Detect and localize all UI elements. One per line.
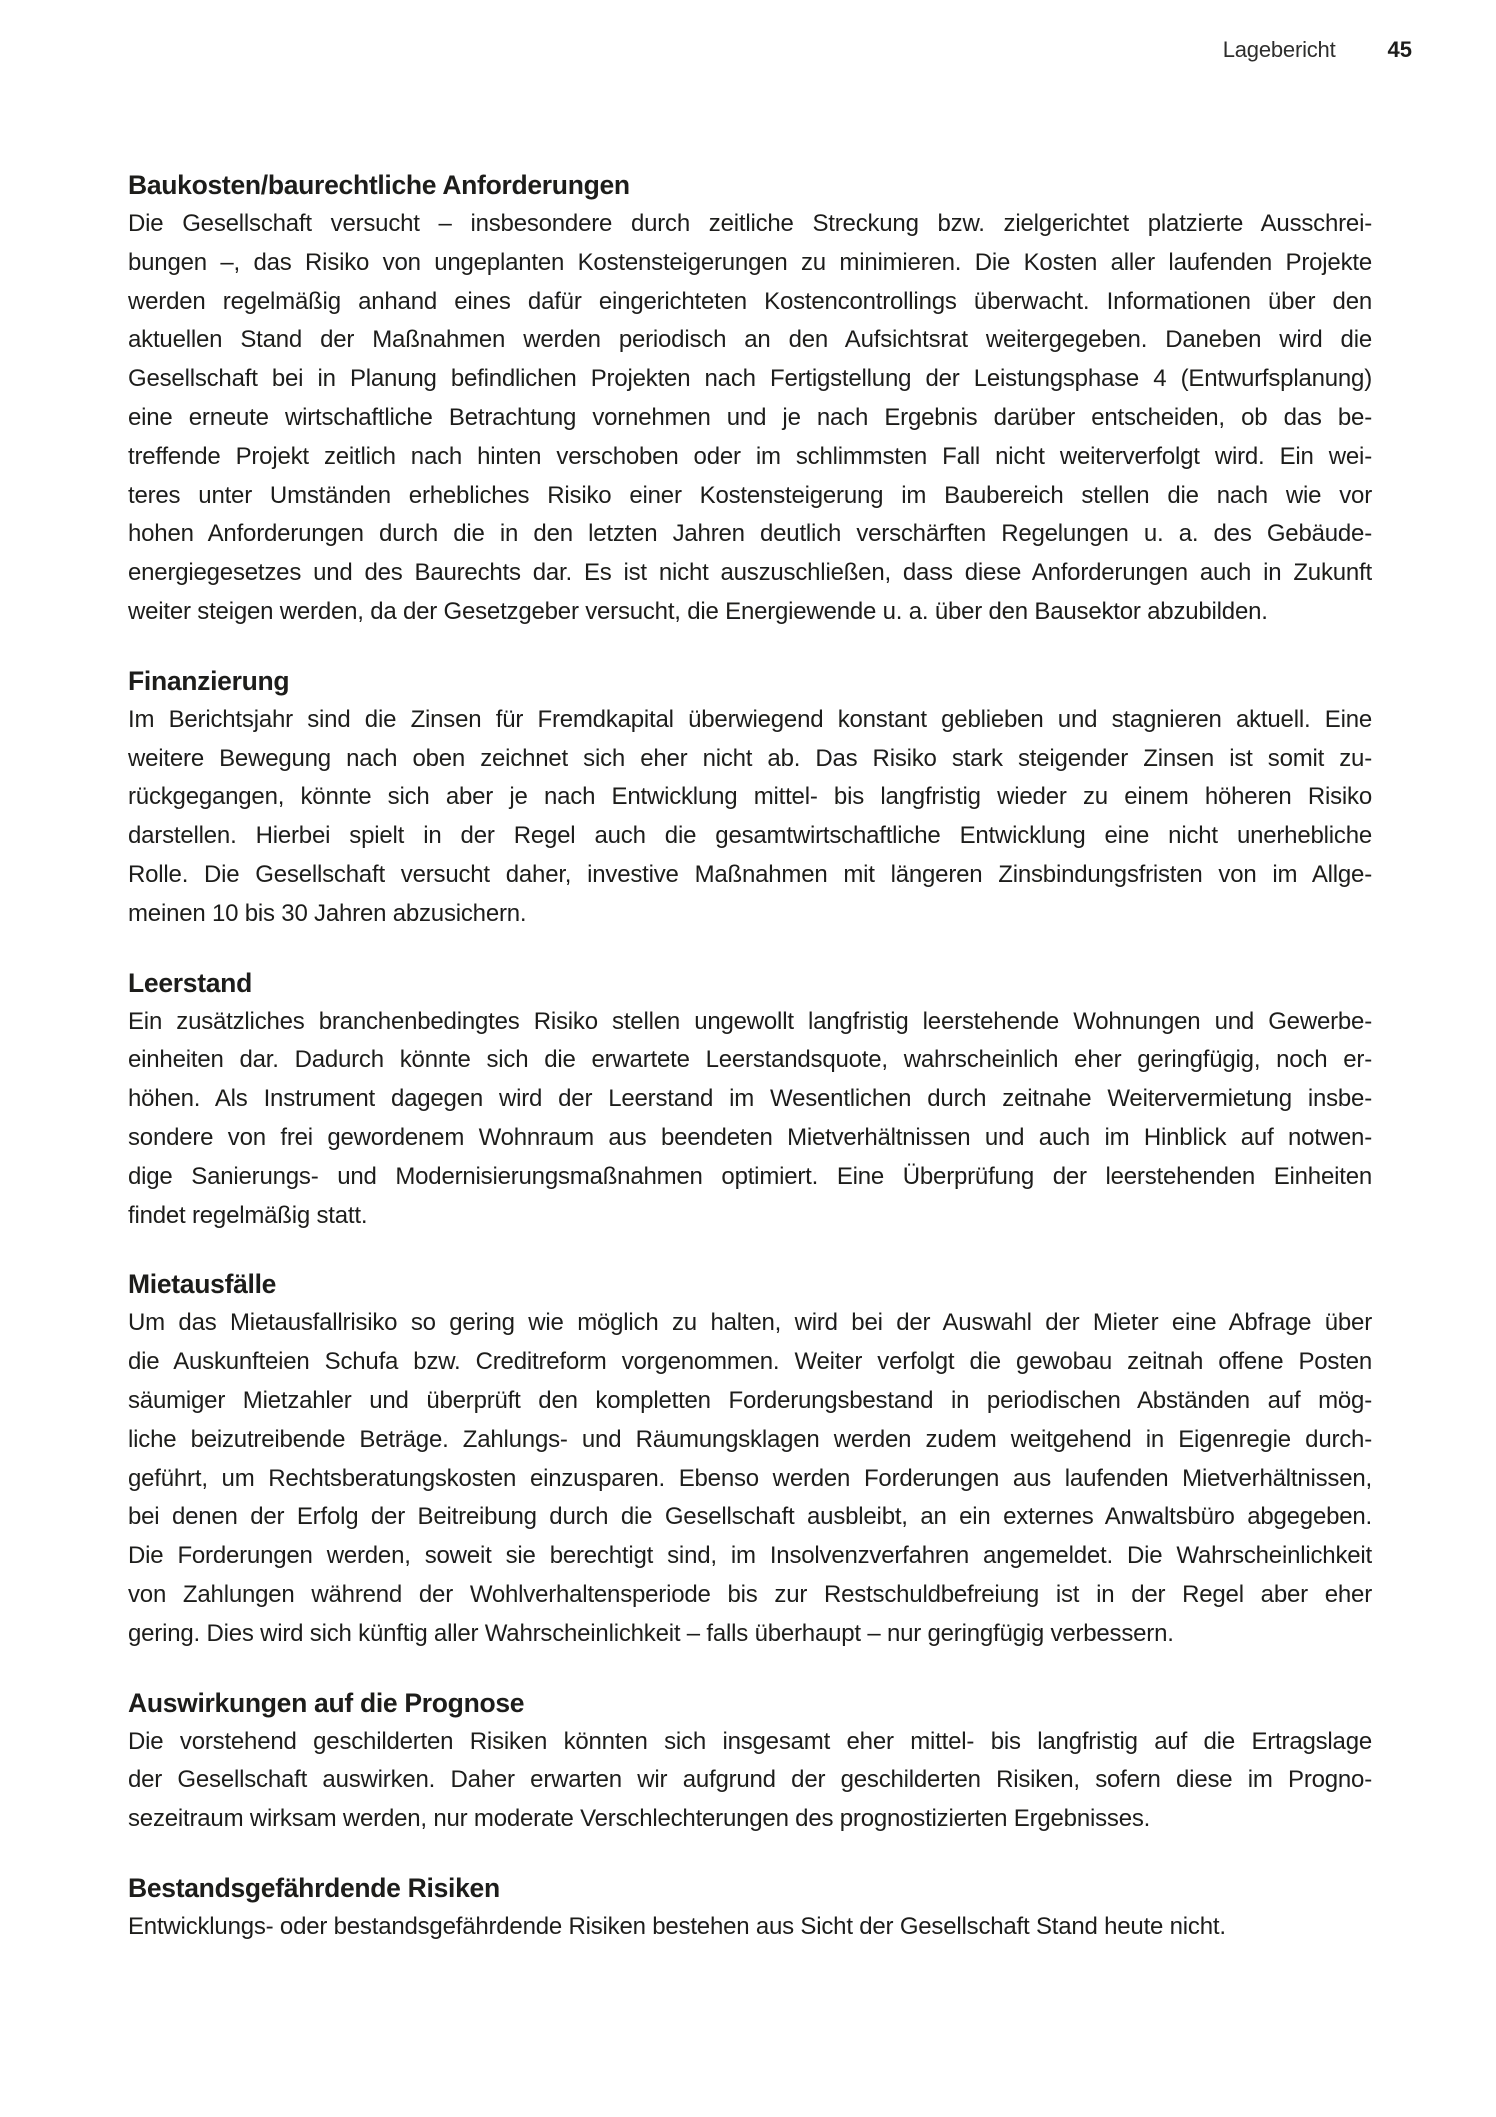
text-line: aktuellen Stand der Maßnahmen werden periodisch an den Aufsichtsrat weitergegeben. Daneben wird die xyxy=(128,326,1372,354)
text-line: Entwicklungs- oder bestandsgefährdende Risiken bestehen aus Sicht der Gesellschaft Stand heute nicht. xyxy=(128,1912,1226,1940)
text-line: geführt, um Rechtsberatungskosten einzusparen. Ebenso werden Forderungen aus laufenden Mietverhältnissen, xyxy=(128,1464,1372,1492)
text-line: weiter steigen werden, da der Gesetzgeber versucht, die Energiewende u. a. über den Bausektor abzubilden. xyxy=(128,597,1268,625)
text-line: treffende Projekt zeitlich nach hinten verschoben oder im schlimmsten Fall nicht weiterverfolgt wird. Ein wei- xyxy=(128,442,1372,470)
section-paragraph xyxy=(128,1304,1372,1653)
text-line: der Gesellschaft auswirken. Daher erwarten wir aufgrund der geschilderten Risiken, sofern diese im Progno- xyxy=(128,1766,1372,1794)
section-heading: Leerstand xyxy=(128,967,252,998)
text-line: von Zahlungen während der Wohlverhaltensperiode bis zur Restschuldbefreiung ist in der Regel aber eher xyxy=(128,1580,1372,1608)
text-line: Die Gesellschaft versucht – insbesondere durch zeitliche Streckung bzw. zielgerichtet platzierte Ausschrei- xyxy=(128,210,1372,237)
text-line: einheiten dar. Dadurch könnte sich die erwartete Leerstandsquote, wahrscheinlich eher geringfügig, noch er- xyxy=(128,1046,1372,1074)
section-paragraph xyxy=(128,1908,1372,1947)
text-line: die Auskunfteien Schufa bzw. Creditreform vorgenommen. Weiter verfolgt die gewobau zeitnah offene Posten xyxy=(128,1348,1372,1376)
text-line: werden regelmäßig anhand eines dafür eingerichteten Kostencontrollings überwacht. Informationen über den xyxy=(128,287,1372,315)
text-line: weitere Bewegung nach oben zeichnet sich eher nicht ab. Das Risiko stark steigender Zinsen ist somit zu- xyxy=(128,744,1372,772)
section-heading: Bestandsgefährdende Risiken xyxy=(128,1872,500,1903)
header-section-label: Lagebericht xyxy=(1222,37,1336,62)
text-line: höhen. Als Instrument dagegen wird der Leerstand im Wesentlichen durch zeitnahe Weitervermietung insbe- xyxy=(128,1085,1372,1113)
text-line: findet regelmäßig statt. xyxy=(128,1201,368,1229)
text-line: dige Sanierungs- und Modernisierungsmaßnahmen optimiert. Eine Überprüfung der leerstehenden Einheiten xyxy=(128,1162,1372,1190)
text-line: liche beizutreibende Beträge. Zahlungs- und Räumungsklagen werden zudem weitgehend in Eigenregie durch- xyxy=(128,1425,1372,1453)
text-line: gering. Dies wird sich künftig aller Wahrscheinlichkeit – falls überhaupt – nur geringfügig verbessern. xyxy=(128,1619,1174,1647)
text-line: energiegesetzes und des Baurechts dar. Es ist nicht auszuschließen, dass diese Anforderungen auch in Zukunft xyxy=(128,559,1372,587)
text-line: säumiger Mietzahler und überprüft den kompletten Forderungsbestand in periodischen Abständen auf mög- xyxy=(128,1386,1372,1414)
text-line: Im Berichtsjahr sind die Zinsen für Fremdkapital überwiegend konstant geblieben und stagnieren aktuell. Eine xyxy=(128,705,1372,733)
text-line: bei denen der Erfolg der Beitreibung durch die Gesellschaft ausbleibt, an ein externes Anwaltsbüro abgegeben. xyxy=(128,1503,1372,1531)
section-paragraph xyxy=(128,701,1372,934)
section-paragraph xyxy=(128,1723,1372,1839)
text-line: rückgegangen, könnte sich aber je nach Entwicklung mittel- bis langfristig wieder zu einem höheren Risiko xyxy=(128,783,1372,811)
text-line: sezeitraum wirksam werden, nur moderate Verschlechterungen des prognostizierten Ergebnisses. xyxy=(128,1805,1151,1833)
section-heading: Auswirkungen auf die Prognose xyxy=(128,1687,525,1718)
text-line: hohen Anforderungen durch die in den letzten Jahren deutlich verschärften Regelungen u. a. des Gebäude- xyxy=(128,520,1372,548)
page-body xyxy=(128,166,1372,1947)
section-heading: Mietausfälle xyxy=(128,1269,277,1300)
text-line: sondere von frei gewordenem Wohnraum aus beendeten Mietverhältnissen und auch im Hinblick auf notwen- xyxy=(128,1123,1372,1151)
text-line: Rolle. Die Gesellschaft versucht daher, investive Maßnahmen mit längeren Zinsbindungsfristen von im Allge- xyxy=(128,860,1372,888)
text-line: Die Forderungen werden, soweit sie berechtigt sind, im Insolvenzverfahren angemeldet. Die Wahrscheinlichkeit xyxy=(128,1542,1372,1570)
text-line: Um das Mietausfallrisiko so gering wie möglich zu halten, wird bei der Auswahl der Mieter eine Abfrage über xyxy=(128,1309,1372,1337)
text-line: meinen 10 bis 30 Jahren abzusichern. xyxy=(128,899,527,927)
page-number: 45 xyxy=(1387,37,1412,62)
section-paragraph xyxy=(128,1003,1372,1236)
text-line: Ein zusätzliches branchenbedingtes Risiko stellen ungewollt langfristig leerstehende Wohnungen und Gewerbe- xyxy=(128,1007,1372,1035)
text-line: darstellen. Hierbei spielt in der Regel auch die gesamtwirtschaftliche Entwicklung eine nicht unerhebliche xyxy=(128,822,1372,850)
text-line: Gesellschaft bei in Planung befindlichen Projekten nach Fertigstellung der Leistungsphase 4 (Entwurfsplanung) xyxy=(128,365,1372,393)
section-heading: Baukosten/baurechtliche Anforderungen xyxy=(128,170,630,200)
section-heading: Finanzierung xyxy=(128,665,290,696)
text-line: Die vorstehend geschilderten Risiken könnten sich insgesamt eher mittel- bis langfristig auf die Ertragslage xyxy=(128,1727,1372,1755)
text-line: eine erneute wirtschaftliche Betrachtung vornehmen und je nach Ergebnis darüber entscheiden, ob das be- xyxy=(128,403,1372,431)
text-line: teres unter Umständen erhebliches Risiko einer Kostensteigerung im Baubereich stellen die nach wie vor xyxy=(128,481,1372,509)
text-line: bungen –, das Risiko von ungeplanten Kostensteigerungen zu minimieren. Die Kosten aller laufenden Projekte xyxy=(128,248,1372,276)
page-header xyxy=(1223,38,1412,62)
section-paragraph xyxy=(128,205,1372,632)
